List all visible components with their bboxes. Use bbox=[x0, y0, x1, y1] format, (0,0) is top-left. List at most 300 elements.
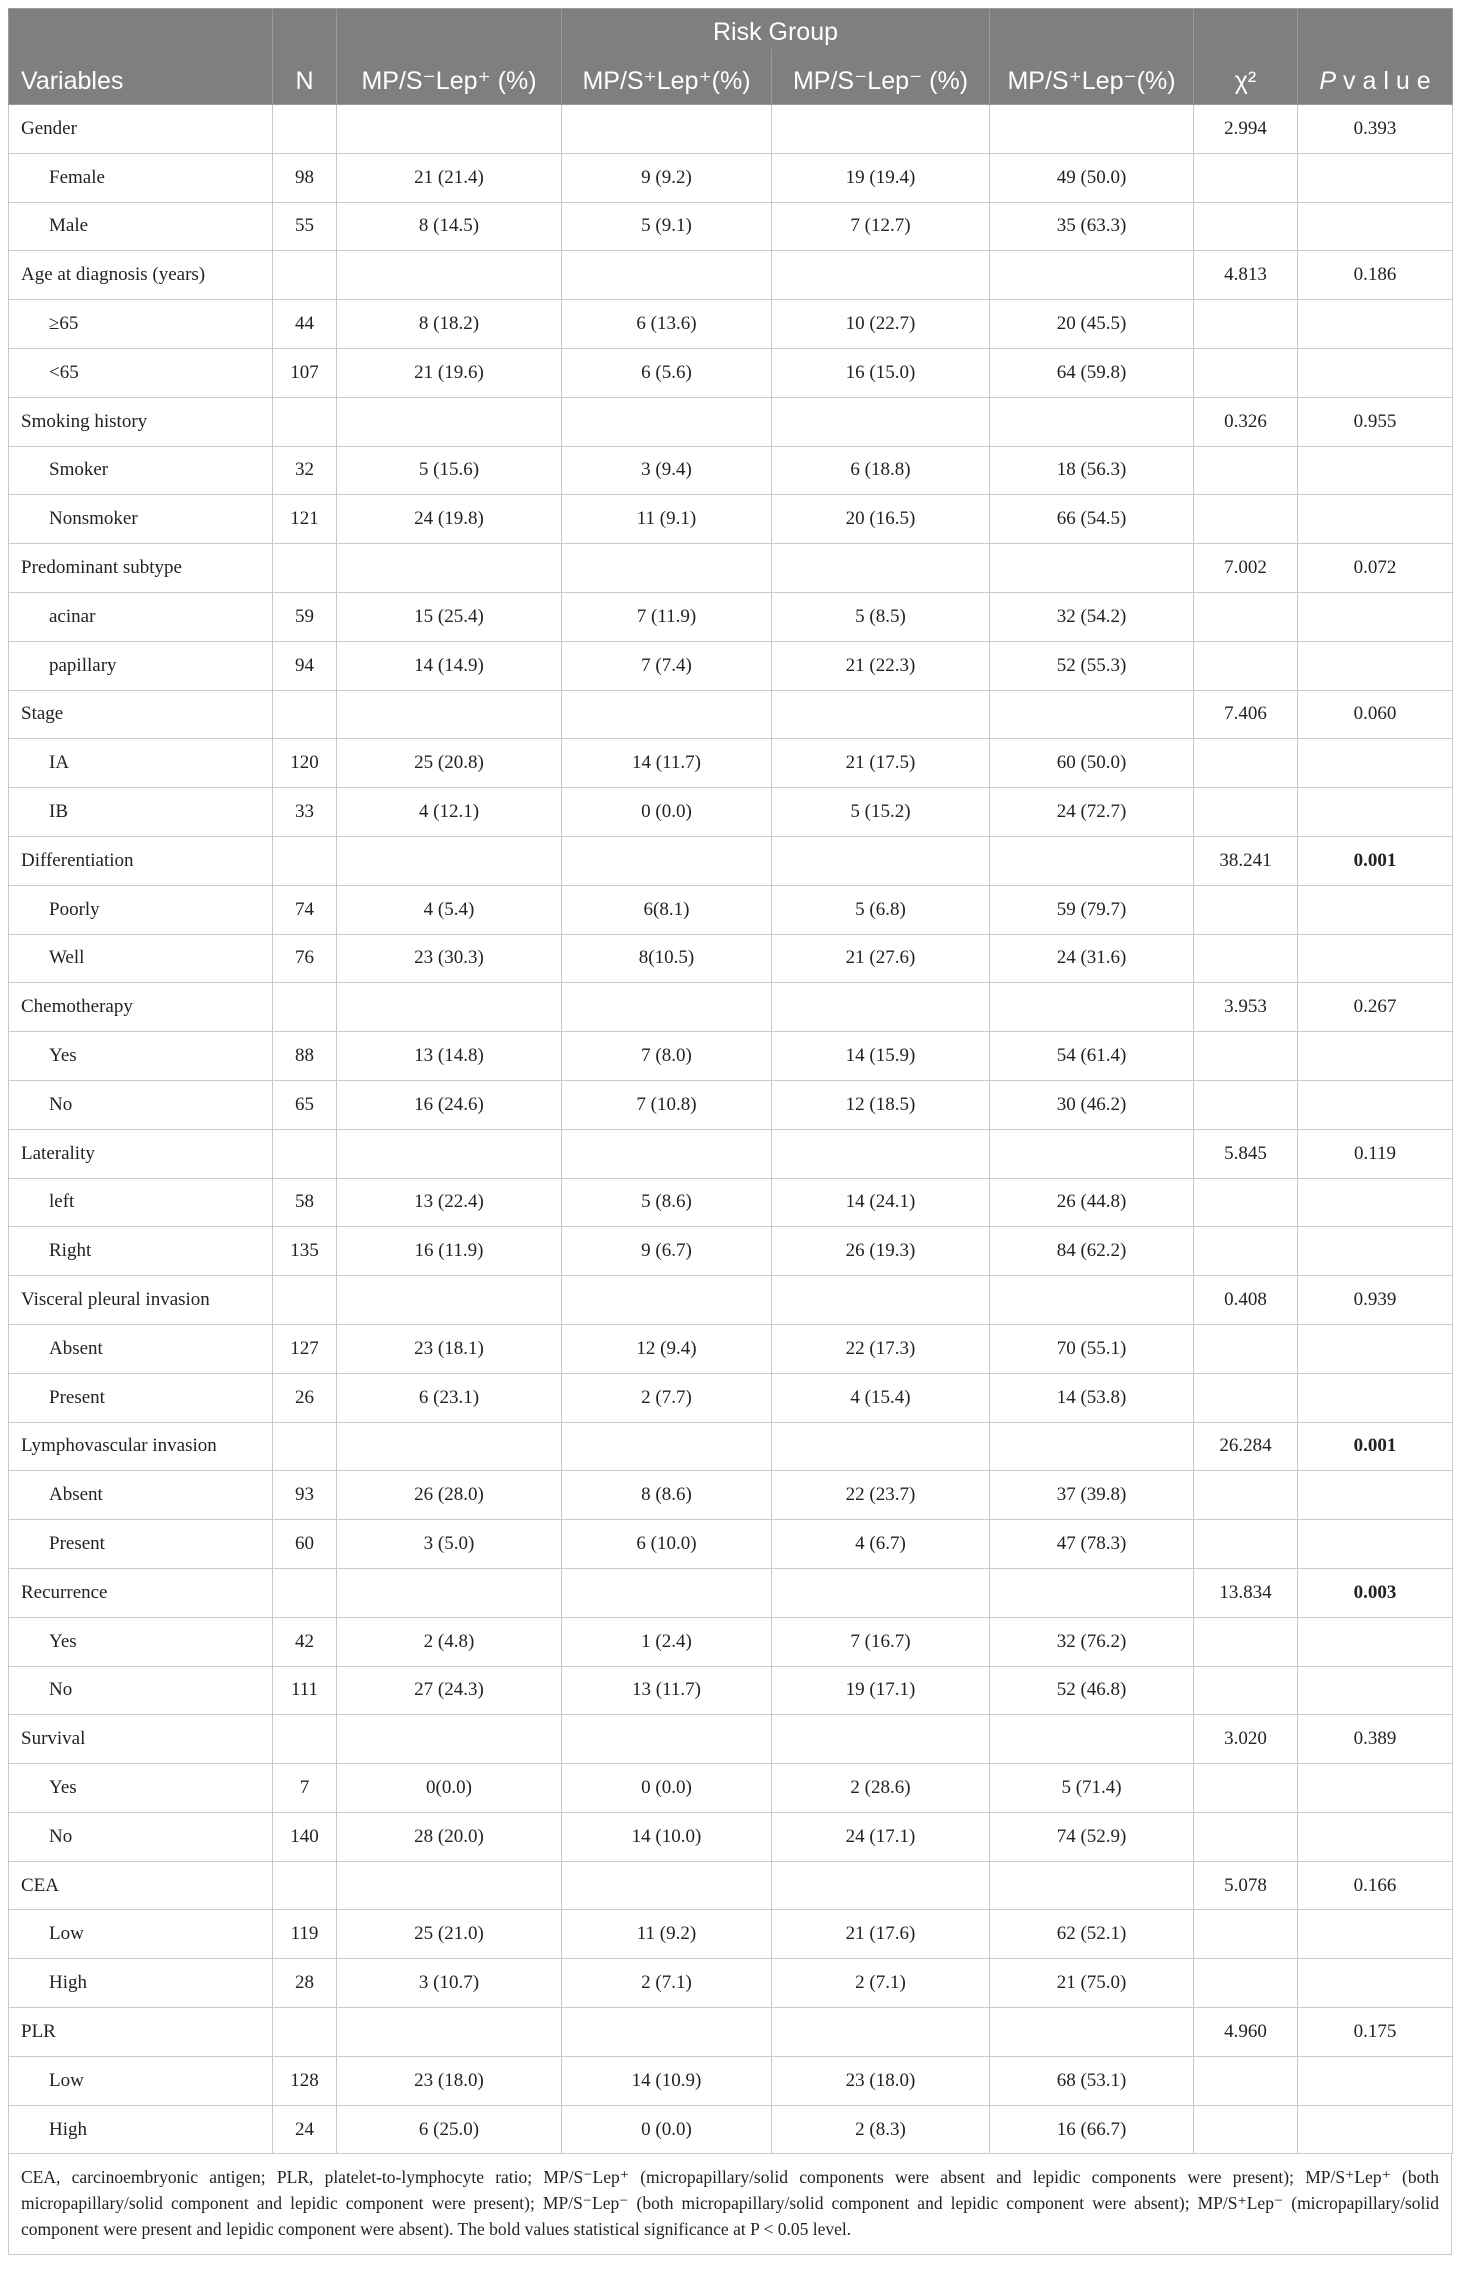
table-row bbox=[9, 446, 1453, 495]
col3-cell: 19 (17.1) bbox=[772, 1666, 990, 1715]
pvalue-cell bbox=[1298, 446, 1453, 495]
table-row bbox=[9, 202, 1453, 251]
col3-cell: 4 (15.4) bbox=[772, 1373, 990, 1422]
col1-cell bbox=[337, 251, 562, 300]
n-cell bbox=[273, 251, 337, 300]
n-cell: 32 bbox=[273, 446, 337, 495]
pvalue-cell: 0.955 bbox=[1298, 397, 1453, 446]
col3-cell: 12 (18.5) bbox=[772, 1080, 990, 1129]
header-pvalue-rest: v a l u e bbox=[1336, 67, 1431, 95]
chi2-cell bbox=[1194, 1520, 1298, 1569]
col1-cell: 23 (18.1) bbox=[337, 1324, 562, 1373]
col4-cell: 68 (53.1) bbox=[990, 2056, 1194, 2105]
table-row bbox=[9, 495, 1453, 544]
table-body bbox=[9, 105, 1453, 2154]
n-cell: 60 bbox=[273, 1520, 337, 1569]
col3-cell bbox=[772, 1715, 990, 1764]
n-cell bbox=[273, 1129, 337, 1178]
n-cell: 76 bbox=[273, 934, 337, 983]
level-cell: Male bbox=[9, 202, 273, 251]
col2-cell bbox=[562, 836, 772, 885]
table-row bbox=[9, 1324, 1453, 1373]
category-row bbox=[9, 1422, 1453, 1471]
col3-cell bbox=[772, 1568, 990, 1617]
table-row bbox=[9, 934, 1453, 983]
risk-group-table bbox=[8, 8, 1453, 2154]
n-cell bbox=[273, 1422, 337, 1471]
col1-cell: 23 (30.3) bbox=[337, 934, 562, 983]
col2-cell bbox=[562, 1861, 772, 1910]
col3-cell: 22 (17.3) bbox=[772, 1324, 990, 1373]
col2-cell bbox=[562, 2008, 772, 2057]
pvalue-cell bbox=[1298, 1080, 1453, 1129]
col4-cell bbox=[990, 690, 1194, 739]
col2-cell: 2 (7.1) bbox=[562, 1959, 772, 2008]
col4-cell: 35 (63.3) bbox=[990, 202, 1194, 251]
col3-cell bbox=[772, 836, 990, 885]
col2-cell bbox=[562, 690, 772, 739]
chi2-cell: 13.834 bbox=[1194, 1568, 1298, 1617]
col4-cell: 74 (52.9) bbox=[990, 1812, 1194, 1861]
n-cell bbox=[273, 397, 337, 446]
level-cell: <65 bbox=[9, 348, 273, 397]
col2-cell: 11 (9.2) bbox=[562, 1910, 772, 1959]
pvalue-cell bbox=[1298, 739, 1453, 788]
col2-cell: 9 (9.2) bbox=[562, 153, 772, 202]
col4-cell: 24 (31.6) bbox=[990, 934, 1194, 983]
level-cell: Nonsmoker bbox=[9, 495, 273, 544]
level-cell: Present bbox=[9, 1373, 273, 1422]
pvalue-cell bbox=[1298, 1764, 1453, 1813]
col2-cell: 13 (11.7) bbox=[562, 1666, 772, 1715]
pvalue-cell bbox=[1298, 1812, 1453, 1861]
table-row bbox=[9, 885, 1453, 934]
pvalue-cell bbox=[1298, 153, 1453, 202]
n-cell: 140 bbox=[273, 1812, 337, 1861]
level-cell: IB bbox=[9, 788, 273, 837]
header-col3: MP/S⁻Lep⁻ (%) bbox=[772, 49, 990, 105]
col4-cell bbox=[990, 1129, 1194, 1178]
col1-cell: 0(0.0) bbox=[337, 1764, 562, 1813]
chi2-cell: 4.813 bbox=[1194, 251, 1298, 300]
level-cell: High bbox=[9, 1959, 273, 2008]
col4-cell bbox=[990, 1568, 1194, 1617]
variable-cell: Survival bbox=[9, 1715, 273, 1764]
col4-cell bbox=[990, 251, 1194, 300]
table-header bbox=[9, 9, 1453, 105]
col1-cell: 21 (21.4) bbox=[337, 153, 562, 202]
chi2-cell bbox=[1194, 1910, 1298, 1959]
col3-cell: 2 (7.1) bbox=[772, 1959, 990, 2008]
chi2-cell: 38.241 bbox=[1194, 836, 1298, 885]
pvalue-cell bbox=[1298, 1666, 1453, 1715]
col2-cell bbox=[562, 1715, 772, 1764]
level-cell: Absent bbox=[9, 1324, 273, 1373]
col2-cell: 6 (13.6) bbox=[562, 300, 772, 349]
table-row bbox=[9, 1959, 1453, 2008]
col1-cell: 13 (22.4) bbox=[337, 1178, 562, 1227]
n-cell bbox=[273, 2008, 337, 2057]
col1-cell: 25 (20.8) bbox=[337, 739, 562, 788]
chi2-cell bbox=[1194, 2105, 1298, 2154]
chi2-cell: 5.845 bbox=[1194, 1129, 1298, 1178]
col1-cell: 4 (5.4) bbox=[337, 885, 562, 934]
variable-cell: CEA bbox=[9, 1861, 273, 1910]
table-row bbox=[9, 739, 1453, 788]
chi2-cell bbox=[1194, 1080, 1298, 1129]
col3-cell bbox=[772, 1276, 990, 1325]
col1-cell bbox=[337, 836, 562, 885]
col3-cell: 22 (23.7) bbox=[772, 1471, 990, 1520]
header-col4: MP/S⁺Lep⁻(%) bbox=[990, 49, 1194, 105]
col2-cell: 9 (6.7) bbox=[562, 1227, 772, 1276]
col4-cell: 20 (45.5) bbox=[990, 300, 1194, 349]
n-cell: 7 bbox=[273, 1764, 337, 1813]
chi2-cell bbox=[1194, 1812, 1298, 1861]
n-cell: 98 bbox=[273, 153, 337, 202]
level-cell: Yes bbox=[9, 1617, 273, 1666]
col3-cell: 19 (19.4) bbox=[772, 153, 990, 202]
chi2-cell bbox=[1194, 153, 1298, 202]
pvalue-cell: 0.939 bbox=[1298, 1276, 1453, 1325]
chi2-cell bbox=[1194, 495, 1298, 544]
col3-cell: 21 (17.5) bbox=[772, 739, 990, 788]
table-row bbox=[9, 1373, 1453, 1422]
col2-cell bbox=[562, 105, 772, 154]
chi2-cell bbox=[1194, 788, 1298, 837]
pvalue-cell: 0.072 bbox=[1298, 544, 1453, 593]
n-cell: 119 bbox=[273, 1910, 337, 1959]
table-row bbox=[9, 1910, 1453, 1959]
col3-cell: 2 (28.6) bbox=[772, 1764, 990, 1813]
col1-cell: 5 (15.6) bbox=[337, 446, 562, 495]
col1-cell: 3 (10.7) bbox=[337, 1959, 562, 2008]
pvalue-cell: 0.001 bbox=[1298, 1422, 1453, 1471]
col4-cell: 52 (55.3) bbox=[990, 641, 1194, 690]
col1-cell bbox=[337, 690, 562, 739]
pvalue-cell bbox=[1298, 2105, 1453, 2154]
chi2-cell: 5.078 bbox=[1194, 1861, 1298, 1910]
level-cell: Yes bbox=[9, 1764, 273, 1813]
col1-cell: 13 (14.8) bbox=[337, 1032, 562, 1081]
col2-cell: 2 (7.7) bbox=[562, 1373, 772, 1422]
col1-cell: 25 (21.0) bbox=[337, 1910, 562, 1959]
variable-cell: PLR bbox=[9, 2008, 273, 2057]
col1-cell: 28 (20.0) bbox=[337, 1812, 562, 1861]
n-cell bbox=[273, 690, 337, 739]
col3-cell: 20 (16.5) bbox=[772, 495, 990, 544]
col4-cell: 18 (56.3) bbox=[990, 446, 1194, 495]
col3-cell: 21 (22.3) bbox=[772, 641, 990, 690]
col2-cell: 14 (11.7) bbox=[562, 739, 772, 788]
n-cell: 128 bbox=[273, 2056, 337, 2105]
col3-cell: 7 (16.7) bbox=[772, 1617, 990, 1666]
pvalue-cell bbox=[1298, 1178, 1453, 1227]
col4-cell bbox=[990, 1715, 1194, 1764]
col2-cell: 7 (11.9) bbox=[562, 592, 772, 641]
col1-cell bbox=[337, 105, 562, 154]
chi2-cell bbox=[1194, 1324, 1298, 1373]
level-cell: Absent bbox=[9, 1471, 273, 1520]
col2-cell bbox=[562, 1276, 772, 1325]
chi2-cell bbox=[1194, 592, 1298, 641]
col1-cell: 21 (19.6) bbox=[337, 348, 562, 397]
variable-cell: Laterality bbox=[9, 1129, 273, 1178]
col1-cell bbox=[337, 2008, 562, 2057]
col2-cell: 7 (10.8) bbox=[562, 1080, 772, 1129]
col3-cell: 2 (8.3) bbox=[772, 2105, 990, 2154]
col2-cell: 12 (9.4) bbox=[562, 1324, 772, 1373]
col3-cell: 10 (22.7) bbox=[772, 300, 990, 349]
n-cell bbox=[273, 836, 337, 885]
chi2-cell bbox=[1194, 1032, 1298, 1081]
level-cell: Low bbox=[9, 2056, 273, 2105]
n-cell bbox=[273, 1276, 337, 1325]
n-cell: 107 bbox=[273, 348, 337, 397]
table-row bbox=[9, 1080, 1453, 1129]
n-cell: 33 bbox=[273, 788, 337, 837]
col3-cell: 24 (17.1) bbox=[772, 1812, 990, 1861]
col3-cell bbox=[772, 690, 990, 739]
col4-cell: 14 (53.8) bbox=[990, 1373, 1194, 1422]
header-col1: MP/S⁻Lep⁺ (%) bbox=[337, 49, 562, 105]
level-cell: Present bbox=[9, 1520, 273, 1569]
level-cell: IA bbox=[9, 739, 273, 788]
chi2-cell bbox=[1194, 1666, 1298, 1715]
col4-cell bbox=[990, 836, 1194, 885]
col1-cell: 16 (24.6) bbox=[337, 1080, 562, 1129]
header-spacer bbox=[990, 9, 1194, 50]
col1-cell: 6 (23.1) bbox=[337, 1373, 562, 1422]
n-cell bbox=[273, 1861, 337, 1910]
n-cell: 28 bbox=[273, 1959, 337, 2008]
col3-cell: 21 (17.6) bbox=[772, 1910, 990, 1959]
chi2-cell bbox=[1194, 1959, 1298, 2008]
pvalue-cell bbox=[1298, 1959, 1453, 2008]
n-cell: 135 bbox=[273, 1227, 337, 1276]
col1-cell bbox=[337, 397, 562, 446]
pvalue-cell bbox=[1298, 348, 1453, 397]
table-row bbox=[9, 1666, 1453, 1715]
category-row bbox=[9, 1129, 1453, 1178]
col4-cell: 60 (50.0) bbox=[990, 739, 1194, 788]
col1-cell bbox=[337, 1715, 562, 1764]
col4-cell bbox=[990, 1422, 1194, 1471]
n-cell: 42 bbox=[273, 1617, 337, 1666]
col4-cell bbox=[990, 983, 1194, 1032]
col2-cell bbox=[562, 1129, 772, 1178]
pvalue-cell: 0.119 bbox=[1298, 1129, 1453, 1178]
col2-cell: 5 (9.1) bbox=[562, 202, 772, 251]
col3-cell bbox=[772, 1422, 990, 1471]
header-variables: Variables bbox=[9, 9, 273, 105]
variable-cell: Gender bbox=[9, 105, 273, 154]
col3-cell: 5 (8.5) bbox=[772, 592, 990, 641]
col2-cell: 5 (8.6) bbox=[562, 1178, 772, 1227]
table-row bbox=[9, 348, 1453, 397]
col2-cell bbox=[562, 983, 772, 1032]
col3-cell: 7 (12.7) bbox=[772, 202, 990, 251]
variable-cell: Recurrence bbox=[9, 1568, 273, 1617]
table-row bbox=[9, 1764, 1453, 1813]
category-row bbox=[9, 544, 1453, 593]
level-cell: papillary bbox=[9, 641, 273, 690]
level-cell: No bbox=[9, 1080, 273, 1129]
table-row bbox=[9, 300, 1453, 349]
table-row bbox=[9, 592, 1453, 641]
col4-cell: 30 (46.2) bbox=[990, 1080, 1194, 1129]
col2-cell bbox=[562, 251, 772, 300]
variable-cell: Stage bbox=[9, 690, 273, 739]
chi2-cell: 4.960 bbox=[1194, 2008, 1298, 2057]
col1-cell: 15 (25.4) bbox=[337, 592, 562, 641]
col4-cell: 32 (76.2) bbox=[990, 1617, 1194, 1666]
col4-cell: 16 (66.7) bbox=[990, 2105, 1194, 2154]
table-row bbox=[9, 2056, 1453, 2105]
col4-cell: 59 (79.7) bbox=[990, 885, 1194, 934]
chi2-cell bbox=[1194, 934, 1298, 983]
col3-cell bbox=[772, 1129, 990, 1178]
col3-cell: 5 (15.2) bbox=[772, 788, 990, 837]
col1-cell: 16 (11.9) bbox=[337, 1227, 562, 1276]
col3-cell: 23 (18.0) bbox=[772, 2056, 990, 2105]
col4-cell: 49 (50.0) bbox=[990, 153, 1194, 202]
pvalue-cell bbox=[1298, 1373, 1453, 1422]
pvalue-cell bbox=[1298, 2056, 1453, 2105]
col1-cell: 14 (14.9) bbox=[337, 641, 562, 690]
category-row bbox=[9, 251, 1453, 300]
col4-cell: 64 (59.8) bbox=[990, 348, 1194, 397]
level-cell: Right bbox=[9, 1227, 273, 1276]
col4-cell: 66 (54.5) bbox=[990, 495, 1194, 544]
n-cell: 111 bbox=[273, 1666, 337, 1715]
pvalue-cell bbox=[1298, 934, 1453, 983]
col4-cell bbox=[990, 2008, 1194, 2057]
col3-cell bbox=[772, 2008, 990, 2057]
chi2-cell bbox=[1194, 739, 1298, 788]
col1-cell: 2 (4.8) bbox=[337, 1617, 562, 1666]
col2-cell: 3 (9.4) bbox=[562, 446, 772, 495]
chi2-cell: 7.406 bbox=[1194, 690, 1298, 739]
chi2-cell bbox=[1194, 300, 1298, 349]
variable-cell: Predominant subtype bbox=[9, 544, 273, 593]
header-risk-group: Risk Group bbox=[562, 9, 990, 50]
level-cell: left bbox=[9, 1178, 273, 1227]
n-cell bbox=[273, 1715, 337, 1764]
variable-cell: Differentiation bbox=[9, 836, 273, 885]
chi2-cell: 3.020 bbox=[1194, 1715, 1298, 1764]
header-n: N bbox=[273, 9, 337, 105]
col4-cell: 52 (46.8) bbox=[990, 1666, 1194, 1715]
table-row bbox=[9, 2105, 1453, 2154]
chi2-cell bbox=[1194, 641, 1298, 690]
col4-cell: 37 (39.8) bbox=[990, 1471, 1194, 1520]
variable-cell: Age at diagnosis (years) bbox=[9, 251, 273, 300]
n-cell: 88 bbox=[273, 1032, 337, 1081]
variable-cell: Smoking history bbox=[9, 397, 273, 446]
col2-cell: 6 (10.0) bbox=[562, 1520, 772, 1569]
col3-cell: 6 (18.8) bbox=[772, 446, 990, 495]
col3-cell bbox=[772, 251, 990, 300]
n-cell: 121 bbox=[273, 495, 337, 544]
category-row bbox=[9, 1568, 1453, 1617]
table-footnote: CEA, carcinoembryonic antigen; PLR, platelet-to-lymphocyte ratio; MP/S⁻Lep⁺ (micropapillary/solid components were absent and lepidic components were present); MP/S⁺Lep⁺ (both micropapillary/solid component and lepidic component were present); MP/S⁻Lep⁻ (both micropapillary/solid component and lepidic component were absent); MP/S⁺Lep⁻ (micropapillary/solid component were present and lepidic component were absent). The bold values statistical significance at P < 0.05 level. bbox=[8, 2154, 1452, 2255]
col4-cell: 21 (75.0) bbox=[990, 1959, 1194, 2008]
table-row bbox=[9, 1812, 1453, 1861]
col1-cell: 4 (12.1) bbox=[337, 788, 562, 837]
table-row bbox=[9, 1617, 1453, 1666]
col4-cell: 32 (54.2) bbox=[990, 592, 1194, 641]
level-cell: ≥65 bbox=[9, 300, 273, 349]
pvalue-cell: 0.267 bbox=[1298, 983, 1453, 1032]
col2-cell: 6(8.1) bbox=[562, 885, 772, 934]
pvalue-cell bbox=[1298, 885, 1453, 934]
chi2-cell: 0.326 bbox=[1194, 397, 1298, 446]
col1-cell bbox=[337, 1861, 562, 1910]
chi2-cell bbox=[1194, 446, 1298, 495]
chi2-cell bbox=[1194, 1227, 1298, 1276]
n-cell: 59 bbox=[273, 592, 337, 641]
pvalue-cell: 0.166 bbox=[1298, 1861, 1453, 1910]
pvalue-cell bbox=[1298, 495, 1453, 544]
col2-cell: 14 (10.9) bbox=[562, 2056, 772, 2105]
pvalue-cell bbox=[1298, 1471, 1453, 1520]
level-cell: Poorly bbox=[9, 885, 273, 934]
col4-cell bbox=[990, 1276, 1194, 1325]
pvalue-cell bbox=[1298, 592, 1453, 641]
col3-cell: 16 (15.0) bbox=[772, 348, 990, 397]
level-cell: Well bbox=[9, 934, 273, 983]
col4-cell: 62 (52.1) bbox=[990, 1910, 1194, 1959]
pvalue-cell bbox=[1298, 300, 1453, 349]
n-cell: 44 bbox=[273, 300, 337, 349]
col4-cell bbox=[990, 397, 1194, 446]
pvalue-cell: 0.060 bbox=[1298, 690, 1453, 739]
chi2-cell bbox=[1194, 2056, 1298, 2105]
variable-cell: Visceral pleural invasion bbox=[9, 1276, 273, 1325]
n-cell: 120 bbox=[273, 739, 337, 788]
pvalue-cell: 0.186 bbox=[1298, 251, 1453, 300]
col1-cell: 8 (18.2) bbox=[337, 300, 562, 349]
col4-cell: 47 (78.3) bbox=[990, 1520, 1194, 1569]
chi2-cell: 26.284 bbox=[1194, 1422, 1298, 1471]
table-row bbox=[9, 1520, 1453, 1569]
chi2-cell bbox=[1194, 348, 1298, 397]
chi2-cell: 2.994 bbox=[1194, 105, 1298, 154]
col2-cell: 0 (0.0) bbox=[562, 1764, 772, 1813]
n-cell bbox=[273, 983, 337, 1032]
col3-cell bbox=[772, 105, 990, 154]
col2-cell: 7 (7.4) bbox=[562, 641, 772, 690]
table-row bbox=[9, 788, 1453, 837]
col1-cell bbox=[337, 544, 562, 593]
category-row bbox=[9, 105, 1453, 154]
chi2-cell: 3.953 bbox=[1194, 983, 1298, 1032]
col2-cell: 7 (8.0) bbox=[562, 1032, 772, 1081]
header-pvalue bbox=[1298, 9, 1453, 105]
n-cell: 94 bbox=[273, 641, 337, 690]
level-cell: High bbox=[9, 2105, 273, 2154]
pvalue-cell: 0.393 bbox=[1298, 105, 1453, 154]
col3-cell bbox=[772, 1861, 990, 1910]
variable-cell: Chemotherapy bbox=[9, 983, 273, 1032]
n-cell: 58 bbox=[273, 1178, 337, 1227]
chi2-cell bbox=[1194, 1178, 1298, 1227]
table-row bbox=[9, 1227, 1453, 1276]
pvalue-cell bbox=[1298, 1520, 1453, 1569]
col2-cell: 0 (0.0) bbox=[562, 788, 772, 837]
pvalue-cell bbox=[1298, 1910, 1453, 1959]
